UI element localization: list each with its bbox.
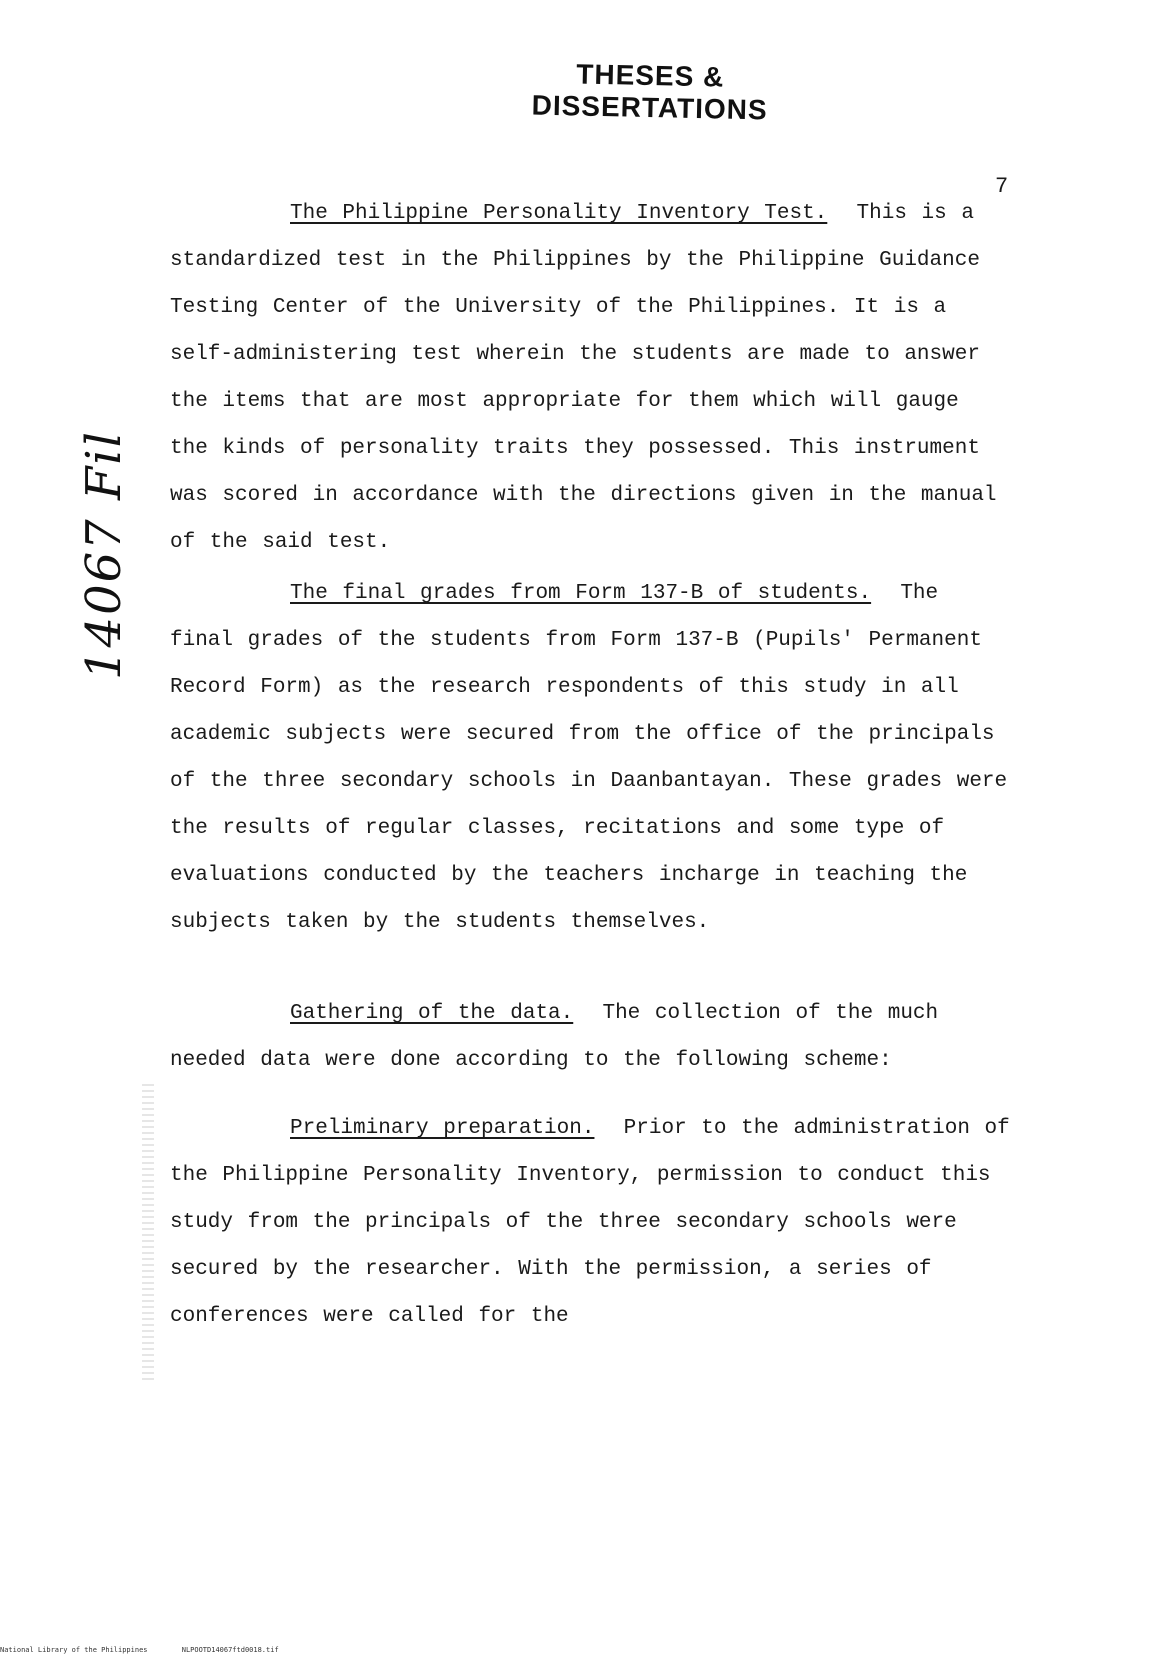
paragraph-gathering-data <box>170 990 1010 1084</box>
theses-dissertations-stamp: THESES & DISSERTATIONS <box>531 58 768 126</box>
paragraph-heading: Preliminary preparation. <box>290 1117 595 1140</box>
paragraph-heading: The Philippine Personality Inventory Test. <box>290 202 828 225</box>
paragraph-body: Prior to the administration of the Philippine Personality Inventory, permission to conduct this study from the principals of the three secondary schools were secured by the researcher. With the permission, a series of conferences were called for the <box>170 1117 1010 1328</box>
page-number: 7 <box>995 174 1009 199</box>
paragraph-body: This is a standardized test in the Philippines by the Philippine Guidance Testing Center of the University of the Philippines. It is a self-administering test wherein the students are made to answer the items that are most appropriate for them which will gauge the kinds of personality traits they possessed. This instrument was scored in accordance with the directions given in the manual of the said test. <box>170 202 997 554</box>
paragraph-body: The collection of the much needed data were done according to the following scheme: <box>170 1002 939 1072</box>
paragraph-personality-inventory <box>170 190 1010 566</box>
paragraph-heading: Gathering of the data. <box>290 1002 574 1025</box>
paragraph-preliminary-preparation <box>170 1105 1010 1340</box>
scan-artifact <box>142 1080 154 1380</box>
scan-footer <box>0 1646 309 1654</box>
paragraph-heading: The final grades from Form 137-B of students. <box>290 582 872 605</box>
paragraph-final-grades <box>170 570 1010 946</box>
footer-source: National Library of the Philippines <box>0 1646 148 1654</box>
footer-file: NLPOOTD14067ftd0018.tif <box>181 1646 279 1654</box>
handwritten-call-number: 14067 Fil <box>76 430 132 680</box>
paragraph-body: The final grades of the students from Form 137-B (Pupils' Permanent Record Form) as the research respondents of this study in all academic subjects were secured from the office of the principals of the three secondary schools in Daanbantayan. These grades were the results of regular classes, recitations and some type of evaluations conducted by the teachers incharge in teaching the subjects taken by the students themselves. <box>170 582 1008 934</box>
